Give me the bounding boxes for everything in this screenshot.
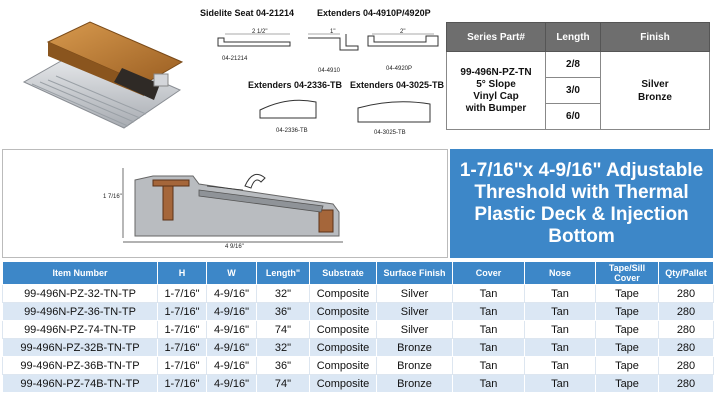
cell-cover: Tan xyxy=(453,303,525,321)
cell-h: 1-7/16" xyxy=(158,339,207,357)
part-3025: 04-3025-TB xyxy=(374,130,406,136)
cell-tape-sill-cover: Tape xyxy=(596,375,659,393)
cell-h: 1-7/16" xyxy=(158,285,207,303)
height-dimension: 1 7/16" xyxy=(103,194,122,200)
cell-substrate: Composite xyxy=(310,375,377,393)
extenders-2336-label: Extenders 04-2336-TB xyxy=(248,80,343,90)
dim-1: 1" xyxy=(330,29,336,35)
series-part-line: with Bumper xyxy=(465,102,527,114)
cell-h: 1-7/16" xyxy=(158,357,207,375)
dim-2-half: 2 1/2" xyxy=(252,29,268,35)
series-header-length: Length xyxy=(546,23,601,52)
series-length-cell: 6/0 xyxy=(546,104,601,130)
cell-length: 32" xyxy=(257,339,310,357)
cell-substrate: Composite xyxy=(310,285,377,303)
part-4910: 04-4910 xyxy=(318,68,341,74)
sidelite-seat-label: Sidelite Seat 04-21214 xyxy=(200,8,295,18)
cell-tape-sill-cover: Tape xyxy=(596,321,659,339)
series-finish-line: Silver xyxy=(641,78,669,90)
product-illustration xyxy=(4,4,186,142)
cell-surface-finish: Silver xyxy=(377,321,453,339)
profile-diagram xyxy=(2,149,448,258)
header-qty-pallet: Qty/Pallet xyxy=(659,262,714,285)
cell-length: 74" xyxy=(257,375,310,393)
cell-qty-pallet: 280 xyxy=(659,375,714,393)
cell-tape-sill-cover: Tape xyxy=(596,303,659,321)
cell-w: 4-9/16" xyxy=(207,339,257,357)
cell-nose: Tan xyxy=(525,375,596,393)
spec-table xyxy=(2,261,714,393)
table-row xyxy=(3,321,714,339)
cell-h: 1-7/16" xyxy=(158,375,207,393)
series-header-part: Series Part# xyxy=(447,23,546,52)
cell-item-number: 99-496N-PZ-74B-TN-TP xyxy=(3,375,158,393)
cell-qty-pallet: 280 xyxy=(659,285,714,303)
cell-cover: Tan xyxy=(453,339,525,357)
cell-w: 4-9/16" xyxy=(207,357,257,375)
cell-surface-finish: Bronze xyxy=(377,375,453,393)
cell-nose: Tan xyxy=(525,339,596,357)
header-tape-sill-cover: Tape/Sill Cover xyxy=(596,262,659,285)
header-item-number: Item Number xyxy=(3,262,158,285)
cell-item-number: 99-496N-PZ-32B-TN-TP xyxy=(3,339,158,357)
cell-nose: Tan xyxy=(525,285,596,303)
cell-cover: Tan xyxy=(453,285,525,303)
header-w: W xyxy=(207,262,257,285)
series-finish-cell xyxy=(601,52,710,130)
cell-nose: Tan xyxy=(525,357,596,375)
series-length-cell: 2/8 xyxy=(546,52,601,78)
dim-2: 2" xyxy=(400,29,406,35)
cell-nose: Tan xyxy=(525,321,596,339)
width-dimension: 4 9/16" xyxy=(225,244,244,250)
cell-nose: Tan xyxy=(525,303,596,321)
cell-qty-pallet: 280 xyxy=(659,321,714,339)
extender-profiles-svg xyxy=(190,6,440,144)
part-4920p: 04-4920P xyxy=(386,66,413,72)
spec-table-body xyxy=(3,285,714,393)
part-21214: 04-21214 xyxy=(222,56,248,62)
cell-substrate: Composite xyxy=(310,357,377,375)
cell-tape-sill-cover: Tape xyxy=(596,285,659,303)
series-part-line: 99-496N-PZ-TN xyxy=(460,66,532,78)
cell-item-number: 99-496N-PZ-74-TN-TP xyxy=(3,321,158,339)
middle-section xyxy=(0,149,715,258)
cell-surface-finish: Bronze xyxy=(377,339,453,357)
header-substrate: Substrate xyxy=(310,262,377,285)
spec-header-row xyxy=(3,262,714,285)
cell-length: 74" xyxy=(257,321,310,339)
header-h: H xyxy=(158,262,207,285)
part-2336: 04-2336-TB xyxy=(276,128,308,134)
cell-tape-sill-cover: Tape xyxy=(596,357,659,375)
header-nose: Nose xyxy=(525,262,596,285)
cell-w: 4-9/16" xyxy=(207,321,257,339)
cell-substrate: Composite xyxy=(310,339,377,357)
cell-substrate: Composite xyxy=(310,303,377,321)
header-cover: Cover xyxy=(453,262,525,285)
threshold-profile-svg xyxy=(3,150,449,259)
cell-item-number: 99-496N-PZ-36B-TN-TP xyxy=(3,357,158,375)
extenders-3025-label: Extenders 04-3025-TB xyxy=(350,80,445,90)
cell-w: 4-9/16" xyxy=(207,303,257,321)
cell-qty-pallet: 280 xyxy=(659,339,714,357)
series-table xyxy=(446,22,710,130)
cell-length: 32" xyxy=(257,285,310,303)
cell-length: 36" xyxy=(257,357,310,375)
series-header-finish: Finish xyxy=(601,23,710,52)
cell-qty-pallet: 280 xyxy=(659,357,714,375)
table-row xyxy=(3,285,714,303)
top-section xyxy=(0,0,715,146)
cell-surface-finish: Silver xyxy=(377,285,453,303)
series-finish-line: Bronze xyxy=(638,91,672,103)
cell-h: 1-7/16" xyxy=(158,321,207,339)
table-row xyxy=(3,357,714,375)
table-row xyxy=(3,303,714,321)
product-title: 1-7/16"x 4-9/16" Adjustable Threshold with Thermal Plastic Deck & Injection Bottom xyxy=(459,159,704,247)
series-part-cell xyxy=(447,52,546,130)
product-title-box xyxy=(450,149,713,258)
series-part-line: 5° Slope xyxy=(476,78,516,90)
cell-substrate: Composite xyxy=(310,321,377,339)
cell-w: 4-9/16" xyxy=(207,285,257,303)
cell-tape-sill-cover: Tape xyxy=(596,339,659,357)
threshold-render-image xyxy=(4,4,186,142)
series-part-line: Vinyl Cap xyxy=(473,90,519,102)
header-length: Length" xyxy=(257,262,310,285)
header-surface-finish: Surface Finish xyxy=(377,262,453,285)
cell-surface-finish: Silver xyxy=(377,303,453,321)
cell-surface-finish: Bronze xyxy=(377,357,453,375)
cell-w: 4-9/16" xyxy=(207,375,257,393)
extenders-diagram xyxy=(190,6,445,144)
cell-qty-pallet: 280 xyxy=(659,303,714,321)
table-row xyxy=(3,375,714,393)
cell-length: 36" xyxy=(257,303,310,321)
cell-cover: Tan xyxy=(453,357,525,375)
cell-item-number: 99-496N-PZ-36-TN-TP xyxy=(3,303,158,321)
table-row xyxy=(3,339,714,357)
extenders-4910-label: Extenders 04-4910P/4920P xyxy=(317,8,431,18)
cell-cover: Tan xyxy=(453,321,525,339)
cell-item-number: 99-496N-PZ-32-TN-TP xyxy=(3,285,158,303)
cell-h: 1-7/16" xyxy=(158,303,207,321)
series-length-cell: 3/0 xyxy=(546,78,601,104)
cell-cover: Tan xyxy=(453,375,525,393)
